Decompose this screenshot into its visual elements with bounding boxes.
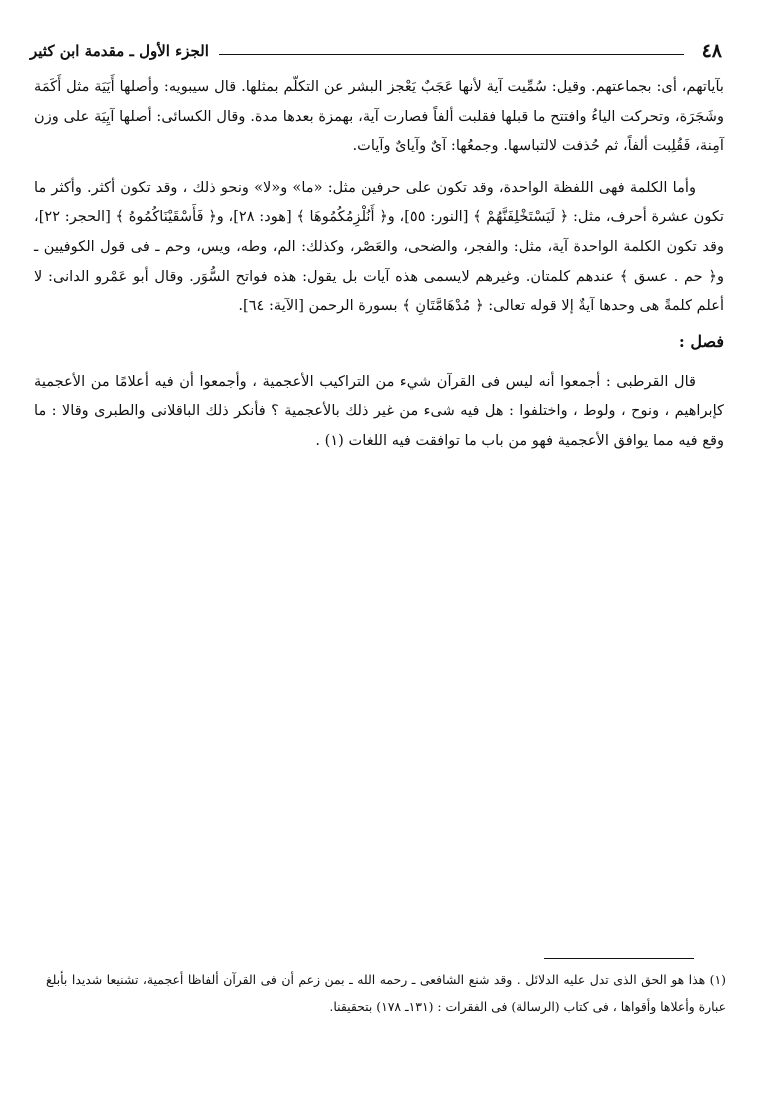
page-header <box>30 36 722 66</box>
section-heading: فصل : <box>678 331 724 351</box>
footnote-rule <box>544 958 694 959</box>
footnotes <box>46 966 726 1020</box>
header-rule <box>219 54 684 55</box>
running-title: الجزء الأول ـ مقدمة ابن كثير <box>30 42 209 60</box>
page-number: ٤٨ <box>701 40 722 62</box>
paragraph-kalima-definition: وأما الكلمة فهى اللفظة الواحدة، وقد تكون على حرفين مثل: «ما» و«لا» ونحو ذلك ، وقد تكون أكثر. وأكثر ما تكون عشرة أحرف، مثل: ﴿ لَيَسْتَخْلِفَنَّهُمْ ﴾ [النور: ٥٥]، و﴿ أَنُلْزِمُكُمُوهَا ﴾ [هود: ٢٨]، و﴿ فَأَسْقَيْنَاكُمُوهُ ﴾ [الحجر: ٢٢]، وقد تكون الكلمة الواحدة آية، مثل: والفجر، والضحى، والعَصْر، وكذلك: الم، وطه، ويس، وحم ـ فى قول الكوفيين ـ و﴿ حم . عسق ﴾ عندهم كلمتان. وغيرهم لايسمى هذه آيات بل يقول: هذه فواتح السُّوَر. وقال أبو عَمْرو الدانى: لا أعلم كلمةً هى وحدها آيةٌ إلا قوله تعالى: ﴿ مُدْهَامَّتَانِ ﴾ بسورة الرحمن [الآية: ٦٤]. <box>34 178 724 315</box>
footnote-1: (١) هذا هو الحق الذى تدل عليه الدلائل . وقد شنع الشافعى ـ رحمه الله ـ بمن زعم أن فى القرآن ألفاظا أعجمية، تشنيعا شديدا بأبلغ عبارة وأعلاها وأقواها ، فى كتاب (الرسالة) فى الفقرات : (١٣١ـ ١٧٨) بتحقيقنا. <box>46 972 726 1014</box>
paragraph-ayah-definition: بآياتهم، أى: بجماعتهم. وقيل: سُمِّيت آية لأنها عَجَبٌ يَعْجز البشر عن التكلّم بمثلها. قال سيبويه: وأصلها أَيَيَة مثل أَكَمَة وشَجَرَة، وتحركت الياءُ وافتتح ما قبلها فقلبت ألفاً فصارت آية، بهمزة بعدها مدة. وقال الكسائى: أصلها آيِيَة على وزن آمِنة، فَقُلِبت ألفاً، ثم حُذفت لالتباسها. وجمعُها: آىٌ وآياىٌ وآيات. <box>34 78 724 155</box>
paragraph-qurtubi: قال القرطبى : أجمعوا أنه ليس فى القرآن شيء من التراكيب الأعجمية ، وأجمعوا أن فيه أعلامًا من الأعجمية كإبراهيم ، ونوح ، ولوط ، واختلفوا : هل فيه شىء من غير ذلك بالأعجمية ؟ فأنكر ذلك الباقلانى والطبرى وقالا : ما وقع فيه مما يوافق الأعجمية فهو من باب ما توافقت فيه اللغات (١) . <box>34 372 724 449</box>
main-text <box>34 72 724 456</box>
